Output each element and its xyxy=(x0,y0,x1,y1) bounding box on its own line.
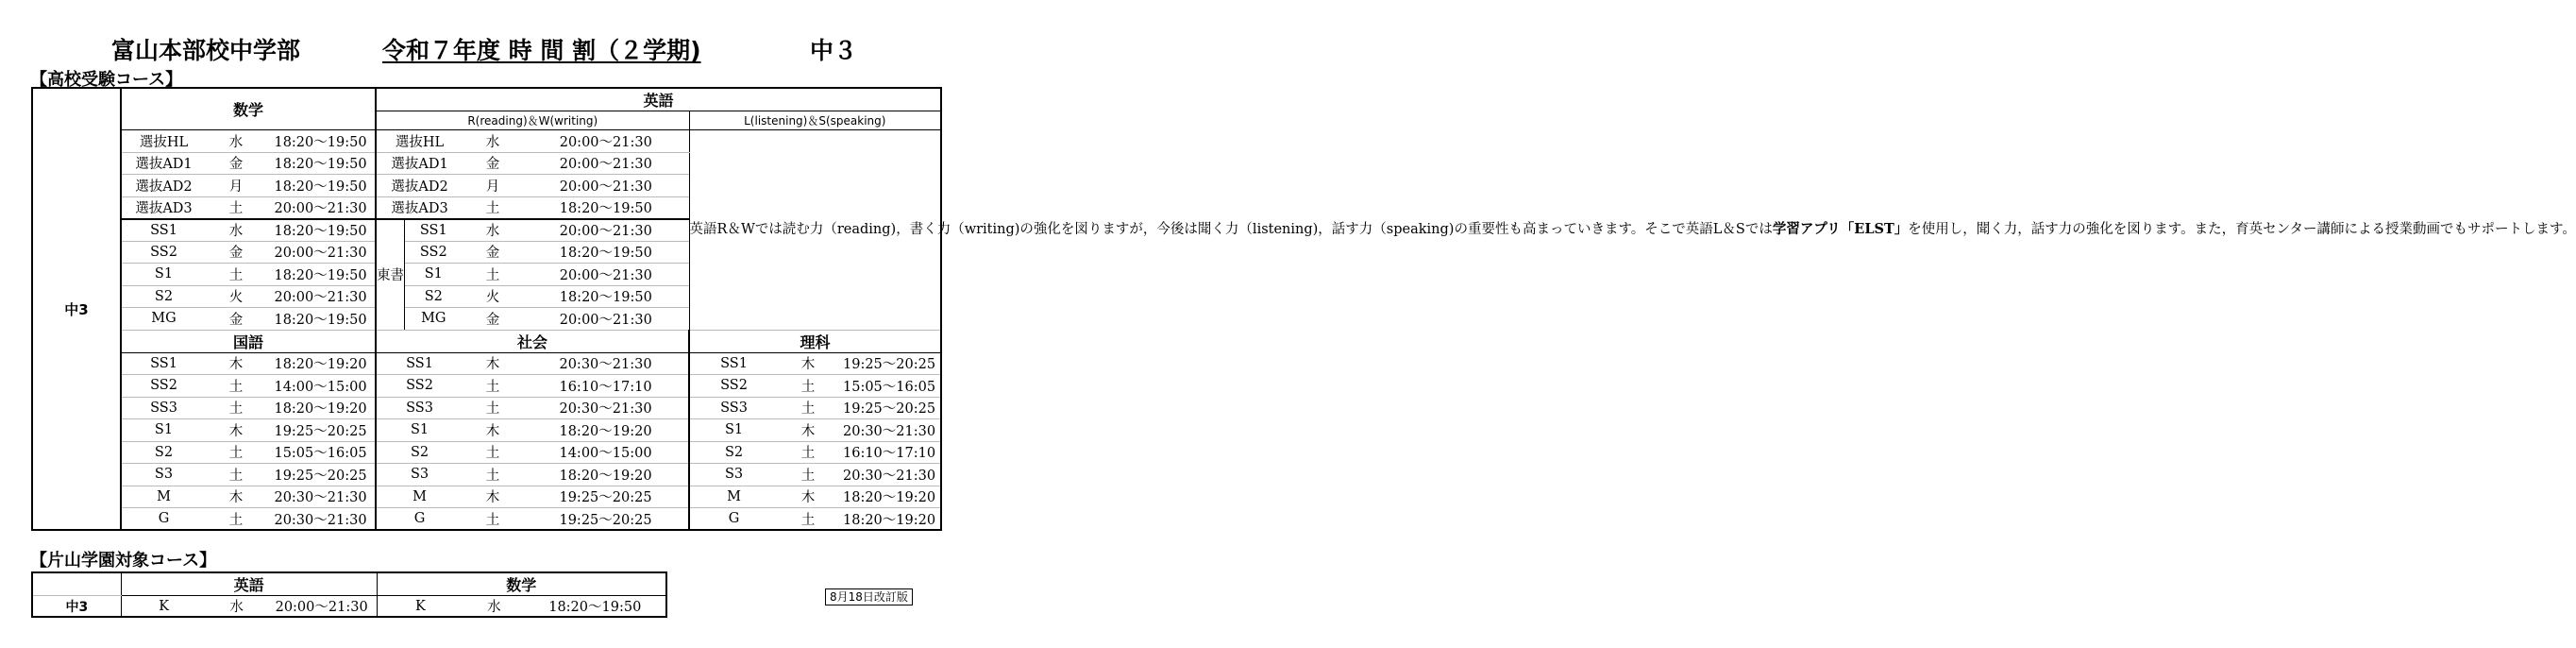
class-name: SS2 xyxy=(404,241,463,264)
weekday: 土 xyxy=(206,464,266,486)
class-name: 選抜HL xyxy=(121,130,206,153)
note-text-tail: を使用し，聞く力，話す力の強化を図ります。また，育英センター講師による授業動画でもサポートします。 xyxy=(1908,222,2576,237)
class-name: SS2 xyxy=(689,375,778,398)
time-slot: 15:05～16:05 xyxy=(838,375,941,398)
time-slot: 18:20～19:50 xyxy=(523,241,689,264)
class-name: SS1 xyxy=(121,219,206,242)
note-app-name: 学習アプリ「ELST」 xyxy=(1772,221,1909,237)
title-term: 令和７年度 時 間 割（２学期) xyxy=(382,37,701,64)
weekday: 金 xyxy=(206,308,266,331)
class-name: SS2 xyxy=(376,375,463,398)
time-slot: 18:20～19:50 xyxy=(266,152,376,175)
class-name: S2 xyxy=(689,441,778,464)
time-slot: 16:10～17:10 xyxy=(523,375,689,398)
time-slot: 20:00～21:30 xyxy=(523,219,689,242)
weekday: 水 xyxy=(463,596,524,618)
schedule-row xyxy=(32,375,941,398)
time-slot: 20:30～21:30 xyxy=(838,419,941,442)
time-slot: 20:00～21:30 xyxy=(266,241,376,264)
time-slot: 19:25～20:25 xyxy=(266,464,376,486)
class-name: MG xyxy=(404,308,463,331)
note-text: 英語R＆Wでは読む力（reading)，書く力（writing)の強化を図りますが，今後は聞く力（listening)，話す力（speaking)の重要性も高まっていきます。そこで英語L＆Sでは xyxy=(689,222,1773,237)
class-name: SS1 xyxy=(689,352,778,375)
grade-cell: 中3 xyxy=(32,88,121,530)
time-slot: 14:00～15:00 xyxy=(266,375,376,398)
weekday: 木 xyxy=(778,352,838,375)
katayama-timetable xyxy=(31,571,667,618)
japanese-header: 国語 xyxy=(121,330,376,352)
class-name: S2 xyxy=(404,285,463,308)
time-slot: 20:00～21:30 xyxy=(523,175,689,197)
time-slot: 18:20～19:20 xyxy=(838,508,941,531)
time-slot: 18:20～19:50 xyxy=(266,308,376,331)
class-name: SS1 xyxy=(121,352,206,375)
weekday: 金 xyxy=(206,152,266,175)
textbook-label: 東書 xyxy=(376,219,404,331)
class-name: SS1 xyxy=(404,219,463,242)
grade-cell: 中3 xyxy=(32,596,121,618)
weekday: 土 xyxy=(778,508,838,531)
class-name: MG xyxy=(121,308,206,331)
class-name: 選抜AD3 xyxy=(376,196,463,219)
title-school: 富山本部校中学部 xyxy=(111,37,301,64)
time-slot: 19:25～20:25 xyxy=(266,419,376,442)
time-slot: 15:05～16:05 xyxy=(266,441,376,464)
weekday: 金 xyxy=(206,241,266,264)
class-name: 選抜AD3 xyxy=(121,196,206,219)
time-slot: 20:00～21:30 xyxy=(523,130,689,153)
time-slot: 20:00～21:30 xyxy=(266,285,376,308)
class-name: M xyxy=(121,486,206,508)
class-name: SS3 xyxy=(121,397,206,419)
time-slot: 20:00～21:30 xyxy=(523,152,689,175)
time-slot: 18:20～19:50 xyxy=(523,196,689,219)
schedule-row xyxy=(32,508,941,531)
weekday: 木 xyxy=(206,486,266,508)
english-ls-header: L(listening)＆S(speaking) xyxy=(689,111,941,130)
weekday: 木 xyxy=(463,486,523,508)
time-slot: 20:30～21:30 xyxy=(523,352,689,375)
time-slot: 20:00～21:30 xyxy=(523,308,689,331)
ls-note xyxy=(689,130,2576,331)
weekday: 金 xyxy=(463,241,523,264)
weekday: 土 xyxy=(206,508,266,531)
time-slot: 19:25～20:25 xyxy=(838,352,941,375)
title-grade: 中３ xyxy=(810,37,858,64)
math-header: 数学 xyxy=(121,88,376,130)
time-slot: 20:30～21:30 xyxy=(523,397,689,419)
time-slot: 20:00～21:30 xyxy=(266,196,376,219)
class-name: G xyxy=(689,508,778,531)
weekday: 土 xyxy=(206,196,266,219)
class-name: S2 xyxy=(121,441,206,464)
revision-note: 8月18日改訂版 xyxy=(825,588,913,605)
class-name: S1 xyxy=(689,419,778,442)
english-header: 英語 xyxy=(121,572,377,596)
time-slot: 18:20～19:20 xyxy=(838,486,941,508)
weekday: 土 xyxy=(463,397,523,419)
class-name: G xyxy=(376,508,463,531)
time-slot: 16:10～17:10 xyxy=(838,441,941,464)
class-name: S3 xyxy=(121,464,206,486)
class-name: 選抜HL xyxy=(376,130,463,153)
weekday: 土 xyxy=(463,264,523,286)
class-name: SS3 xyxy=(376,397,463,419)
class-name: K xyxy=(121,596,206,618)
title-row xyxy=(0,32,967,64)
weekday: 土 xyxy=(778,464,838,486)
weekday: 土 xyxy=(463,464,523,486)
science-header: 理科 xyxy=(689,330,941,352)
weekday: 金 xyxy=(463,152,523,175)
weekday: 土 xyxy=(463,375,523,398)
weekday: 月 xyxy=(463,175,523,197)
time-slot: 18:20～19:20 xyxy=(266,397,376,419)
course-label-highschool: 【高校受験コース】 xyxy=(30,70,183,90)
class-name: 選抜AD1 xyxy=(121,152,206,175)
time-slot: 19:25～20:25 xyxy=(838,397,941,419)
time-slot: 20:00～21:30 xyxy=(523,264,689,286)
weekday: 土 xyxy=(206,397,266,419)
time-slot: 19:25～20:25 xyxy=(523,508,689,531)
weekday: 土 xyxy=(206,264,266,286)
class-name: S1 xyxy=(121,264,206,286)
weekday: 土 xyxy=(778,441,838,464)
class-name: 選抜AD1 xyxy=(376,152,463,175)
time-slot: 18:20～19:50 xyxy=(266,219,376,242)
weekday: 火 xyxy=(206,285,266,308)
class-name: 選抜AD2 xyxy=(121,175,206,197)
schedule-row xyxy=(32,397,941,419)
main-timetable xyxy=(31,87,2576,531)
weekday: 土 xyxy=(463,196,523,219)
class-name: G xyxy=(121,508,206,531)
weekday: 水 xyxy=(206,130,266,153)
class-name: K xyxy=(377,596,463,618)
class-name: S3 xyxy=(376,464,463,486)
weekday: 土 xyxy=(778,375,838,398)
time-slot: 18:20～19:50 xyxy=(266,175,376,197)
class-name: SS2 xyxy=(121,375,206,398)
time-slot: 20:30～21:30 xyxy=(838,464,941,486)
math-header: 数学 xyxy=(377,572,666,596)
weekday: 木 xyxy=(778,419,838,442)
class-name: SS1 xyxy=(376,352,463,375)
time-slot: 18:20～19:50 xyxy=(266,264,376,286)
schedule-row xyxy=(32,486,941,508)
schedule-row xyxy=(32,464,941,486)
weekday: 木 xyxy=(778,486,838,508)
class-name: 選抜AD2 xyxy=(376,175,463,197)
class-name: SS2 xyxy=(121,241,206,264)
english-rw-header: R(reading)＆W(writing) xyxy=(376,111,689,130)
weekday: 火 xyxy=(463,285,523,308)
weekday: 月 xyxy=(206,175,266,197)
time-slot: 18:20～19:20 xyxy=(523,419,689,442)
schedule-row xyxy=(32,130,941,153)
weekday: 水 xyxy=(463,219,523,242)
class-name: M xyxy=(376,486,463,508)
time-slot: 14:00～15:00 xyxy=(523,441,689,464)
class-name: S1 xyxy=(121,419,206,442)
class-name: S3 xyxy=(689,464,778,486)
weekday: 木 xyxy=(463,419,523,442)
time-slot: 20:30～21:30 xyxy=(266,508,376,531)
time-slot: 18:20～19:50 xyxy=(523,285,689,308)
class-name: S1 xyxy=(404,264,463,286)
weekday: 土 xyxy=(463,441,523,464)
weekday: 土 xyxy=(206,375,266,398)
weekday: 木 xyxy=(206,419,266,442)
schedule-row xyxy=(32,352,941,375)
time-slot: 18:20～19:20 xyxy=(523,464,689,486)
class-name: M xyxy=(689,486,778,508)
schedule-row xyxy=(32,419,941,442)
weekday: 水 xyxy=(463,130,523,153)
time-slot: 18:20～19:50 xyxy=(525,596,666,618)
class-name: S2 xyxy=(376,441,463,464)
class-name: SS3 xyxy=(689,397,778,419)
weekday: 水 xyxy=(206,219,266,242)
class-name: S1 xyxy=(376,419,463,442)
time-slot: 20:00～21:30 xyxy=(267,596,377,618)
time-slot: 19:25～20:25 xyxy=(523,486,689,508)
weekday: 水 xyxy=(207,596,267,618)
weekday: 土 xyxy=(206,441,266,464)
weekday: 木 xyxy=(206,352,266,375)
english-header: 英語 xyxy=(376,88,941,111)
course-label-katayama: 【片山学園対象コース】 xyxy=(30,551,217,571)
weekday: 土 xyxy=(778,397,838,419)
weekday: 土 xyxy=(463,508,523,531)
class-name: S2 xyxy=(121,285,206,308)
weekday: 金 xyxy=(463,308,523,331)
weekday: 木 xyxy=(463,352,523,375)
blank-cell xyxy=(32,572,121,596)
time-slot: 20:30～21:30 xyxy=(266,486,376,508)
social-header: 社会 xyxy=(376,330,689,352)
time-slot: 18:20～19:20 xyxy=(266,352,376,375)
time-slot: 18:20～19:50 xyxy=(266,130,376,153)
schedule-row xyxy=(32,441,941,464)
